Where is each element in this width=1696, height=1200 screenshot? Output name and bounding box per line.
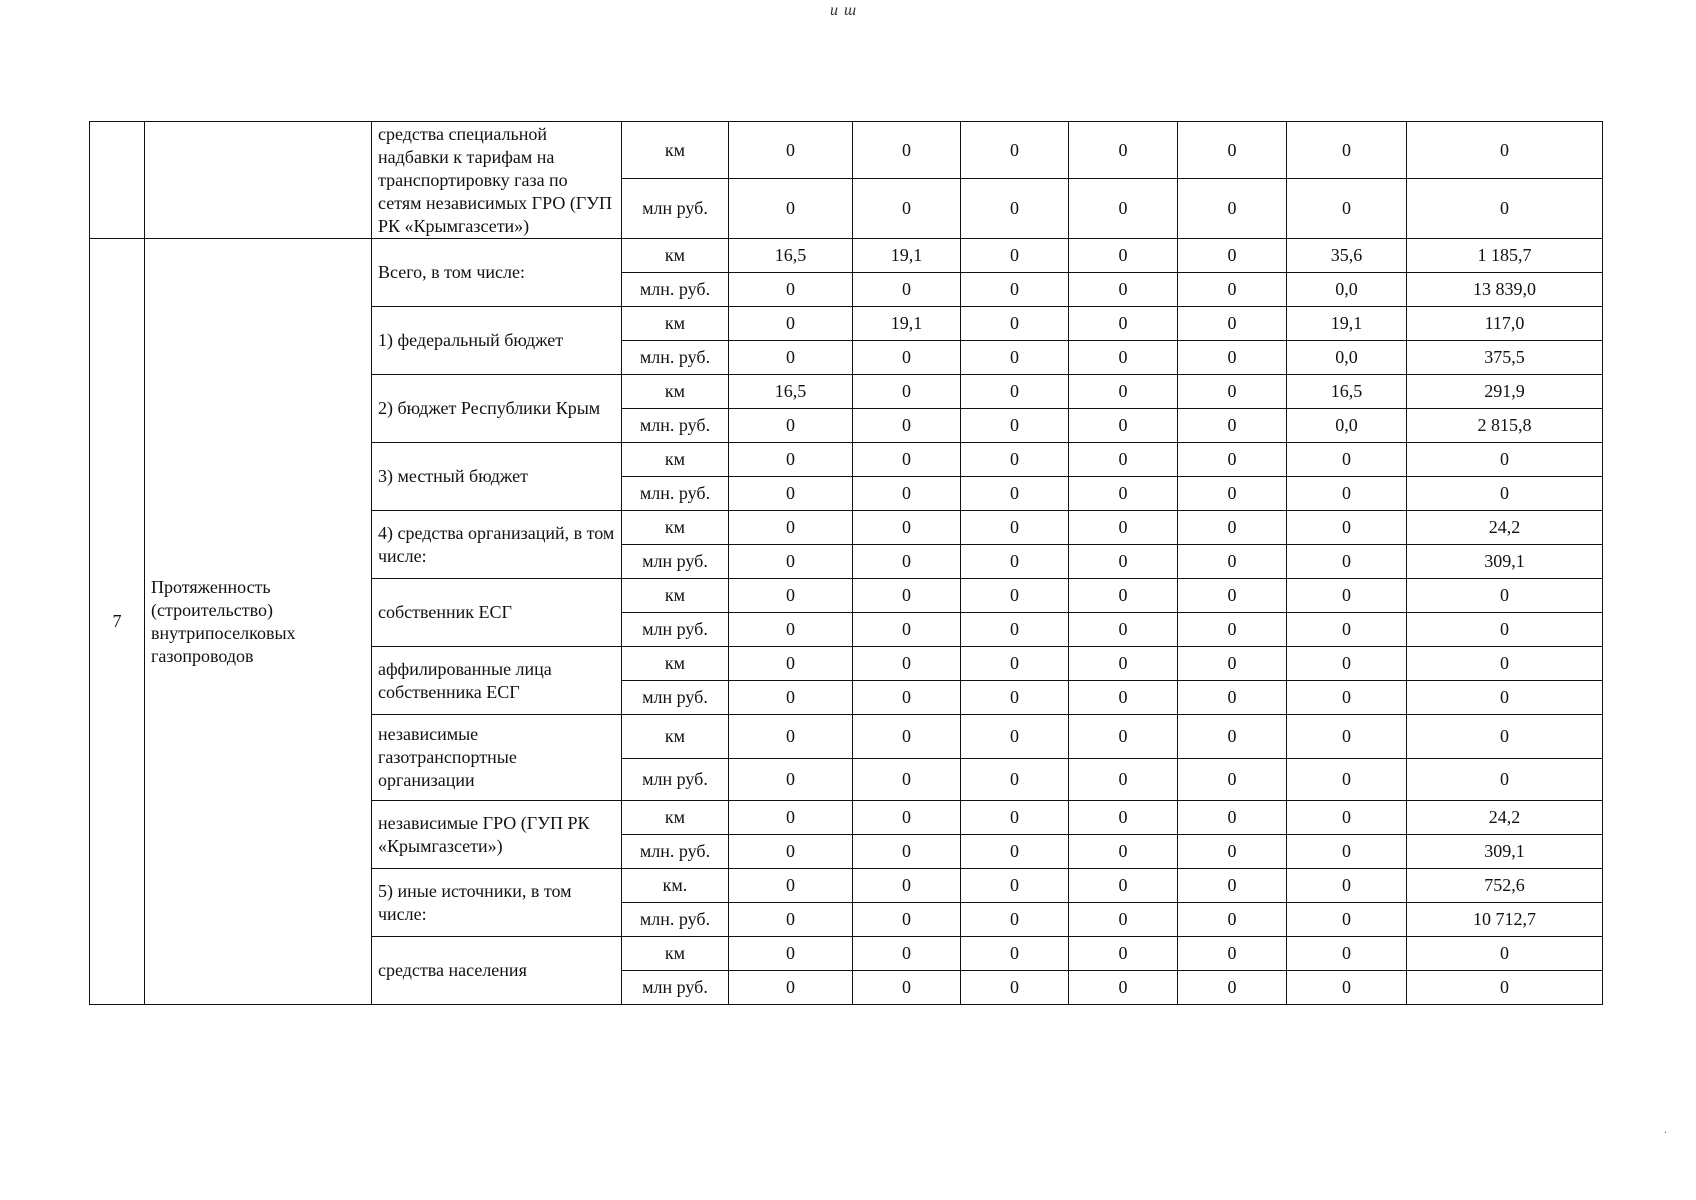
value-cell: 0 [1069, 273, 1178, 307]
value-cell: 0 [853, 375, 961, 409]
table-row [90, 122, 1603, 179]
value-cell: 0 [729, 715, 853, 759]
value-cell: 0 [1069, 307, 1178, 341]
unit-cell: млн руб. [622, 681, 729, 715]
scan-artifact: . [1664, 1122, 1667, 1136]
value-cell: 0 [961, 647, 1069, 681]
value-cell: 0 [853, 801, 961, 835]
value-cell: 0 [1407, 477, 1603, 511]
value-cell: 0,0 [1287, 409, 1407, 443]
value-cell: 0 [961, 239, 1069, 273]
value-cell: 0 [1178, 903, 1287, 937]
value-cell: 0 [1069, 239, 1178, 273]
value-cell: 0 [729, 477, 853, 511]
unit-cell: км [622, 511, 729, 545]
value-cell: 0 [1287, 511, 1407, 545]
source-label: независимые газотранспортные организации [372, 715, 622, 801]
value-cell: 0 [1287, 801, 1407, 835]
value-cell: 0 [729, 937, 853, 971]
value-cell: 0 [729, 647, 853, 681]
value-cell: 0 [1407, 443, 1603, 477]
value-cell: 0 [1069, 409, 1178, 443]
unit-cell: км [622, 122, 729, 179]
value-cell: 0 [1407, 681, 1603, 715]
value-cell: 0 [1069, 647, 1178, 681]
value-cell: 0 [961, 341, 1069, 375]
source-label: средства населения [372, 937, 622, 1005]
value-cell: 0 [1178, 759, 1287, 801]
value-cell: 0 [961, 579, 1069, 613]
value-cell: 375,5 [1407, 341, 1603, 375]
unit-cell: км [622, 375, 729, 409]
value-cell: 0 [961, 409, 1069, 443]
item-title: Протяженность (строительство) внутрипоселковых газопроводов [145, 239, 372, 1005]
value-cell: 0 [729, 443, 853, 477]
value-cell: 0 [1287, 477, 1407, 511]
value-cell: 0 [729, 613, 853, 647]
unit-cell: млн. руб. [622, 835, 729, 869]
value-cell: 0 [961, 443, 1069, 477]
value-cell: 0 [961, 903, 1069, 937]
value-cell: 0 [1178, 122, 1287, 179]
value-cell: 0 [853, 341, 961, 375]
value-cell: 0 [1069, 122, 1178, 179]
unit-cell: млн. руб. [622, 341, 729, 375]
value-cell: 0 [1069, 759, 1178, 801]
unit-cell: км [622, 307, 729, 341]
value-cell: 0 [1287, 545, 1407, 579]
value-cell: 0 [729, 179, 853, 239]
value-cell: 0 [961, 801, 1069, 835]
value-cell: 16,5 [1287, 375, 1407, 409]
unit-cell: млн руб. [622, 179, 729, 239]
value-cell: 0 [1178, 801, 1287, 835]
unit-cell: км [622, 443, 729, 477]
value-cell: 0 [853, 613, 961, 647]
value-cell: 0 [961, 179, 1069, 239]
value-cell: 0 [853, 273, 961, 307]
unit-cell: км [622, 715, 729, 759]
value-cell: 0 [1407, 715, 1603, 759]
value-cell: 0 [1178, 545, 1287, 579]
unit-cell: км [622, 937, 729, 971]
value-cell: 0 [853, 681, 961, 715]
value-cell: 0 [961, 681, 1069, 715]
value-cell: 291,9 [1407, 375, 1603, 409]
value-cell: 0 [729, 545, 853, 579]
value-cell: 16,5 [729, 375, 853, 409]
value-cell: 0 [1069, 801, 1178, 835]
value-cell: 0 [1407, 179, 1603, 239]
value-cell: 0 [1178, 239, 1287, 273]
value-cell: 752,6 [1407, 869, 1603, 903]
table-body [90, 122, 1603, 1005]
table-row [90, 239, 1603, 273]
source-label: 2) бюджет Республики Крым [372, 375, 622, 443]
value-cell: 0 [1287, 647, 1407, 681]
value-cell: 0 [1407, 759, 1603, 801]
source-label: 4) средства организаций, в том числе: [372, 511, 622, 579]
value-cell: 0 [1178, 937, 1287, 971]
value-cell: 16,5 [729, 239, 853, 273]
value-cell: 0 [1178, 971, 1287, 1005]
value-cell: 0 [1069, 715, 1178, 759]
unit-cell: млн руб. [622, 971, 729, 1005]
value-cell: 0 [853, 903, 961, 937]
source-label: 3) местный бюджет [372, 443, 622, 511]
value-cell: 0 [853, 179, 961, 239]
value-cell: 309,1 [1407, 545, 1603, 579]
value-cell: 0 [961, 375, 1069, 409]
value-cell: 0 [729, 409, 853, 443]
value-cell: 0 [729, 273, 853, 307]
value-cell: 0 [1287, 443, 1407, 477]
value-cell: 0 [853, 835, 961, 869]
value-cell: 0 [1069, 903, 1178, 937]
value-cell: 13 839,0 [1407, 273, 1603, 307]
value-cell: 0 [961, 545, 1069, 579]
value-cell: 0 [961, 273, 1069, 307]
value-cell: 0 [729, 681, 853, 715]
value-cell: 0 [1069, 613, 1178, 647]
unit-cell: млн. руб. [622, 273, 729, 307]
value-cell: 0 [961, 477, 1069, 511]
value-cell: 24,2 [1407, 801, 1603, 835]
value-cell: 0 [729, 903, 853, 937]
unit-cell: млн. руб. [622, 477, 729, 511]
value-cell: 309,1 [1407, 835, 1603, 869]
value-cell: 0 [1178, 273, 1287, 307]
source-label: собственник ЕСГ [372, 579, 622, 647]
value-cell: 19,1 [1287, 307, 1407, 341]
unit-cell: млн. руб. [622, 903, 729, 937]
value-cell: 0 [1069, 835, 1178, 869]
value-cell: 0,0 [1287, 273, 1407, 307]
value-cell: 0 [853, 715, 961, 759]
value-cell: 0 [729, 341, 853, 375]
value-cell: 35,6 [1287, 239, 1407, 273]
value-cell: 0 [729, 122, 853, 179]
value-cell: 0 [1287, 122, 1407, 179]
value-cell: 0 [1069, 971, 1178, 1005]
source-label: независимые ГРО (ГУП РК «Крымгазсети») [372, 801, 622, 869]
value-cell: 0 [1287, 971, 1407, 1005]
value-cell: 0 [1178, 835, 1287, 869]
unit-cell: млн руб. [622, 759, 729, 801]
unit-cell: км [622, 579, 729, 613]
value-cell: 0 [961, 307, 1069, 341]
value-cell: 0 [1178, 341, 1287, 375]
value-cell: 2 815,8 [1407, 409, 1603, 443]
value-cell: 0 [729, 801, 853, 835]
value-cell: 117,0 [1407, 307, 1603, 341]
value-cell: 0 [1069, 545, 1178, 579]
value-cell: 0 [1407, 122, 1603, 179]
value-cell: 0 [853, 477, 961, 511]
value-cell: 0 [1178, 511, 1287, 545]
value-cell: 0 [961, 511, 1069, 545]
value-cell: 0 [853, 937, 961, 971]
value-cell: 0 [1069, 443, 1178, 477]
value-cell: 0 [961, 613, 1069, 647]
value-cell: 0 [729, 869, 853, 903]
value-cell: 0 [1407, 971, 1603, 1005]
value-cell: 0 [961, 971, 1069, 1005]
value-cell: 0 [853, 511, 961, 545]
value-cell: 0 [853, 443, 961, 477]
value-cell: 0 [1178, 613, 1287, 647]
value-cell: 0 [1407, 613, 1603, 647]
value-cell: 0 [1287, 903, 1407, 937]
source-label: средства специальной надбавки к тарифам на транспортировку газа по сетям независимых ГРО (ГУП РК «Крымгазсети») [372, 122, 622, 239]
value-cell: 0 [729, 759, 853, 801]
value-cell: 0 [729, 579, 853, 613]
value-cell: 0 [1287, 937, 1407, 971]
value-cell: 0 [961, 715, 1069, 759]
value-cell: 0 [1178, 715, 1287, 759]
unit-cell: км [622, 239, 729, 273]
page-number-mark: и ш [830, 2, 858, 19]
source-label: аффилированные лица собственника ЕСГ [372, 647, 622, 715]
value-cell: 0 [1287, 869, 1407, 903]
value-cell: 0 [961, 869, 1069, 903]
unit-cell: км. [622, 869, 729, 903]
item-title-cell-empty [145, 122, 372, 239]
value-cell: 0 [853, 122, 961, 179]
unit-cell: млн руб. [622, 545, 729, 579]
value-cell: 0 [1287, 715, 1407, 759]
value-cell: 24,2 [1407, 511, 1603, 545]
value-cell: 0 [1069, 937, 1178, 971]
unit-cell: км [622, 647, 729, 681]
value-cell: 0 [1287, 579, 1407, 613]
value-cell: 0 [1069, 869, 1178, 903]
value-cell: 0 [853, 869, 961, 903]
value-cell: 1 185,7 [1407, 239, 1603, 273]
value-cell: 0 [961, 937, 1069, 971]
value-cell: 0 [729, 971, 853, 1005]
value-cell: 0 [1178, 409, 1287, 443]
value-cell: 0 [729, 511, 853, 545]
unit-cell: км [622, 801, 729, 835]
value-cell: 0 [1069, 179, 1178, 239]
value-cell: 0 [1069, 579, 1178, 613]
value-cell: 0 [1178, 869, 1287, 903]
value-cell: 0 [961, 759, 1069, 801]
source-label: 5) иные источники, в том числе: [372, 869, 622, 937]
value-cell: 0 [1178, 375, 1287, 409]
value-cell: 0 [853, 579, 961, 613]
value-cell: 0 [961, 122, 1069, 179]
value-cell: 0 [1287, 835, 1407, 869]
value-cell: 0 [729, 835, 853, 869]
unit-cell: млн руб. [622, 613, 729, 647]
value-cell: 0 [1407, 647, 1603, 681]
value-cell: 0 [853, 545, 961, 579]
value-cell: 0 [1178, 579, 1287, 613]
value-cell: 0 [853, 971, 961, 1005]
value-cell: 0 [1407, 937, 1603, 971]
value-cell: 0 [1287, 681, 1407, 715]
value-cell: 0,0 [1287, 341, 1407, 375]
item-number: 7 [90, 239, 145, 1005]
value-cell: 0 [1069, 341, 1178, 375]
value-cell: 0 [1178, 647, 1287, 681]
value-cell: 19,1 [853, 307, 961, 341]
value-cell: 0 [853, 647, 961, 681]
value-cell: 0 [1069, 511, 1178, 545]
value-cell: 0 [1287, 179, 1407, 239]
value-cell: 10 712,7 [1407, 903, 1603, 937]
value-cell: 0 [1069, 681, 1178, 715]
value-cell: 0 [1287, 759, 1407, 801]
value-cell: 0 [853, 759, 961, 801]
value-cell: 0 [1287, 613, 1407, 647]
value-cell: 0 [961, 835, 1069, 869]
value-cell: 0 [853, 409, 961, 443]
funding-table [89, 121, 1603, 1005]
source-label: 1) федеральный бюджет [372, 307, 622, 375]
source-label: Всего, в том числе: [372, 239, 622, 307]
value-cell: 0 [1178, 179, 1287, 239]
value-cell: 0 [1178, 307, 1287, 341]
value-cell: 0 [729, 307, 853, 341]
value-cell: 0 [1069, 477, 1178, 511]
item-number-cell-empty [90, 122, 145, 239]
value-cell: 19,1 [853, 239, 961, 273]
value-cell: 0 [1178, 443, 1287, 477]
value-cell: 0 [1069, 375, 1178, 409]
unit-cell: млн. руб. [622, 409, 729, 443]
value-cell: 0 [1178, 681, 1287, 715]
value-cell: 0 [1407, 579, 1603, 613]
value-cell: 0 [1178, 477, 1287, 511]
